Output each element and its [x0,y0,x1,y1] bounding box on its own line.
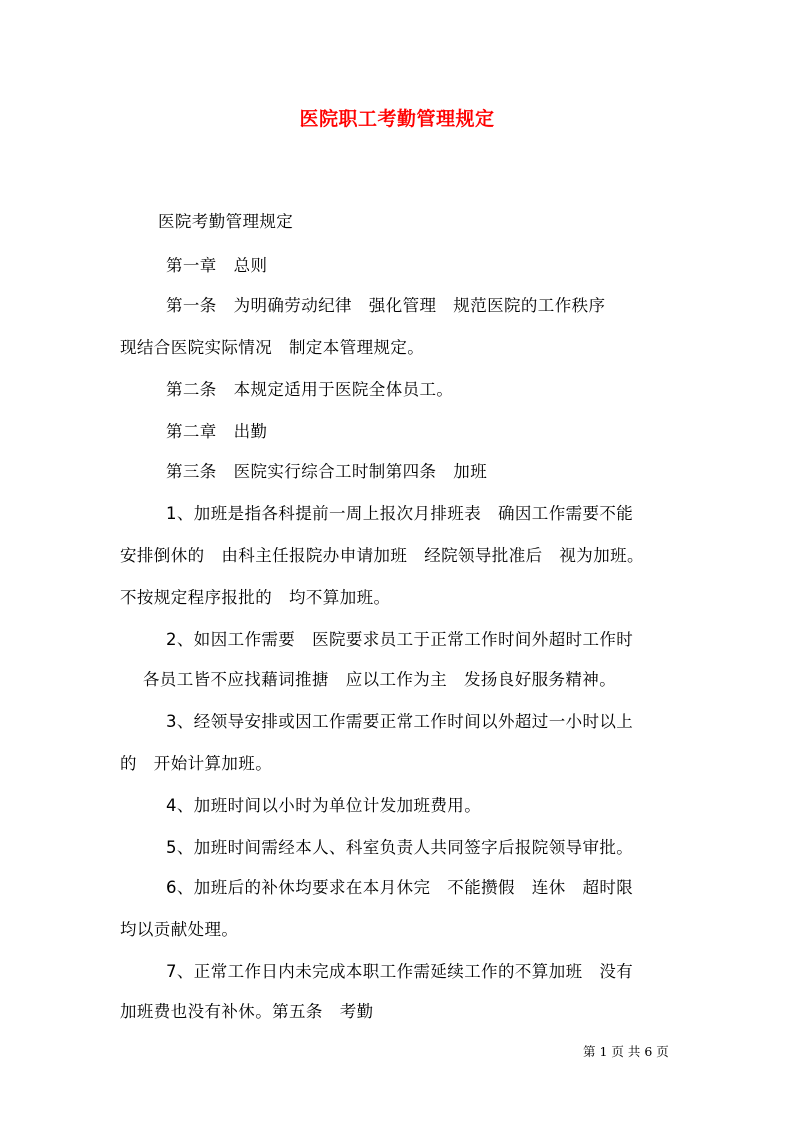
text-line: 现结合医院实际情况 制定本管理规定。 [120,338,425,357]
text-line: 第二章 出勤 [166,422,268,441]
text-line: 各员工皆不应找藉词推搪 应以工作为主 发扬良好服务精神。 [126,670,617,689]
text-line: 3、经领导安排或因工作需要正常工作时间以外超过一小时以上 [166,712,634,731]
text-line: 第一条 为明确劳动纪律 强化管理 规范医院的工作秩序 [166,296,606,315]
text-line: 第三条 医院实行综合工时制第四条 加班 [166,462,488,481]
text-line: 5、加班时间需经本人、科室负责人共同签字后报院领导审批。 [166,838,634,857]
text-line: 医院考勤管理规定 [158,212,294,231]
text-line: 的 开始计算加班。 [120,754,273,773]
page-number-footer: 第 1 页 共 6 页 [583,1044,669,1059]
text-line: 安排倒休的 由科主任报院办申请加班 经院领导批准后 视为加班。 [120,546,644,565]
text-line: 7、正常工作日内未完成本职工作需延续工作的不算加班 没有 [166,962,634,981]
text-line: 加班费也没有补休。第五条 考勤 [120,1002,374,1021]
text-line: 第一章 总则 [166,256,268,275]
text-line: 1、加班是指各科提前一周上报次月排班表 确因工作需要不能 [166,504,634,523]
text-line: 4、加班时间以小时为单位计发加班费用。 [166,796,482,815]
text-line: 第二条 本规定适用于医院全体员工。 [166,380,454,399]
text-line: 不按规定程序报批的 均不算加班。 [120,588,391,607]
text-line: 均以贡献处理。 [120,920,239,939]
document-title: 医院职工考勤管理规定 [299,108,495,130]
text-line: 2、如因工作需要 医院要求员工于正常工作时间外超时工作时 [166,630,634,649]
text-line: 6、加班后的补休均要求在本月休完 不能攒假 连休 超时限 [166,878,634,897]
